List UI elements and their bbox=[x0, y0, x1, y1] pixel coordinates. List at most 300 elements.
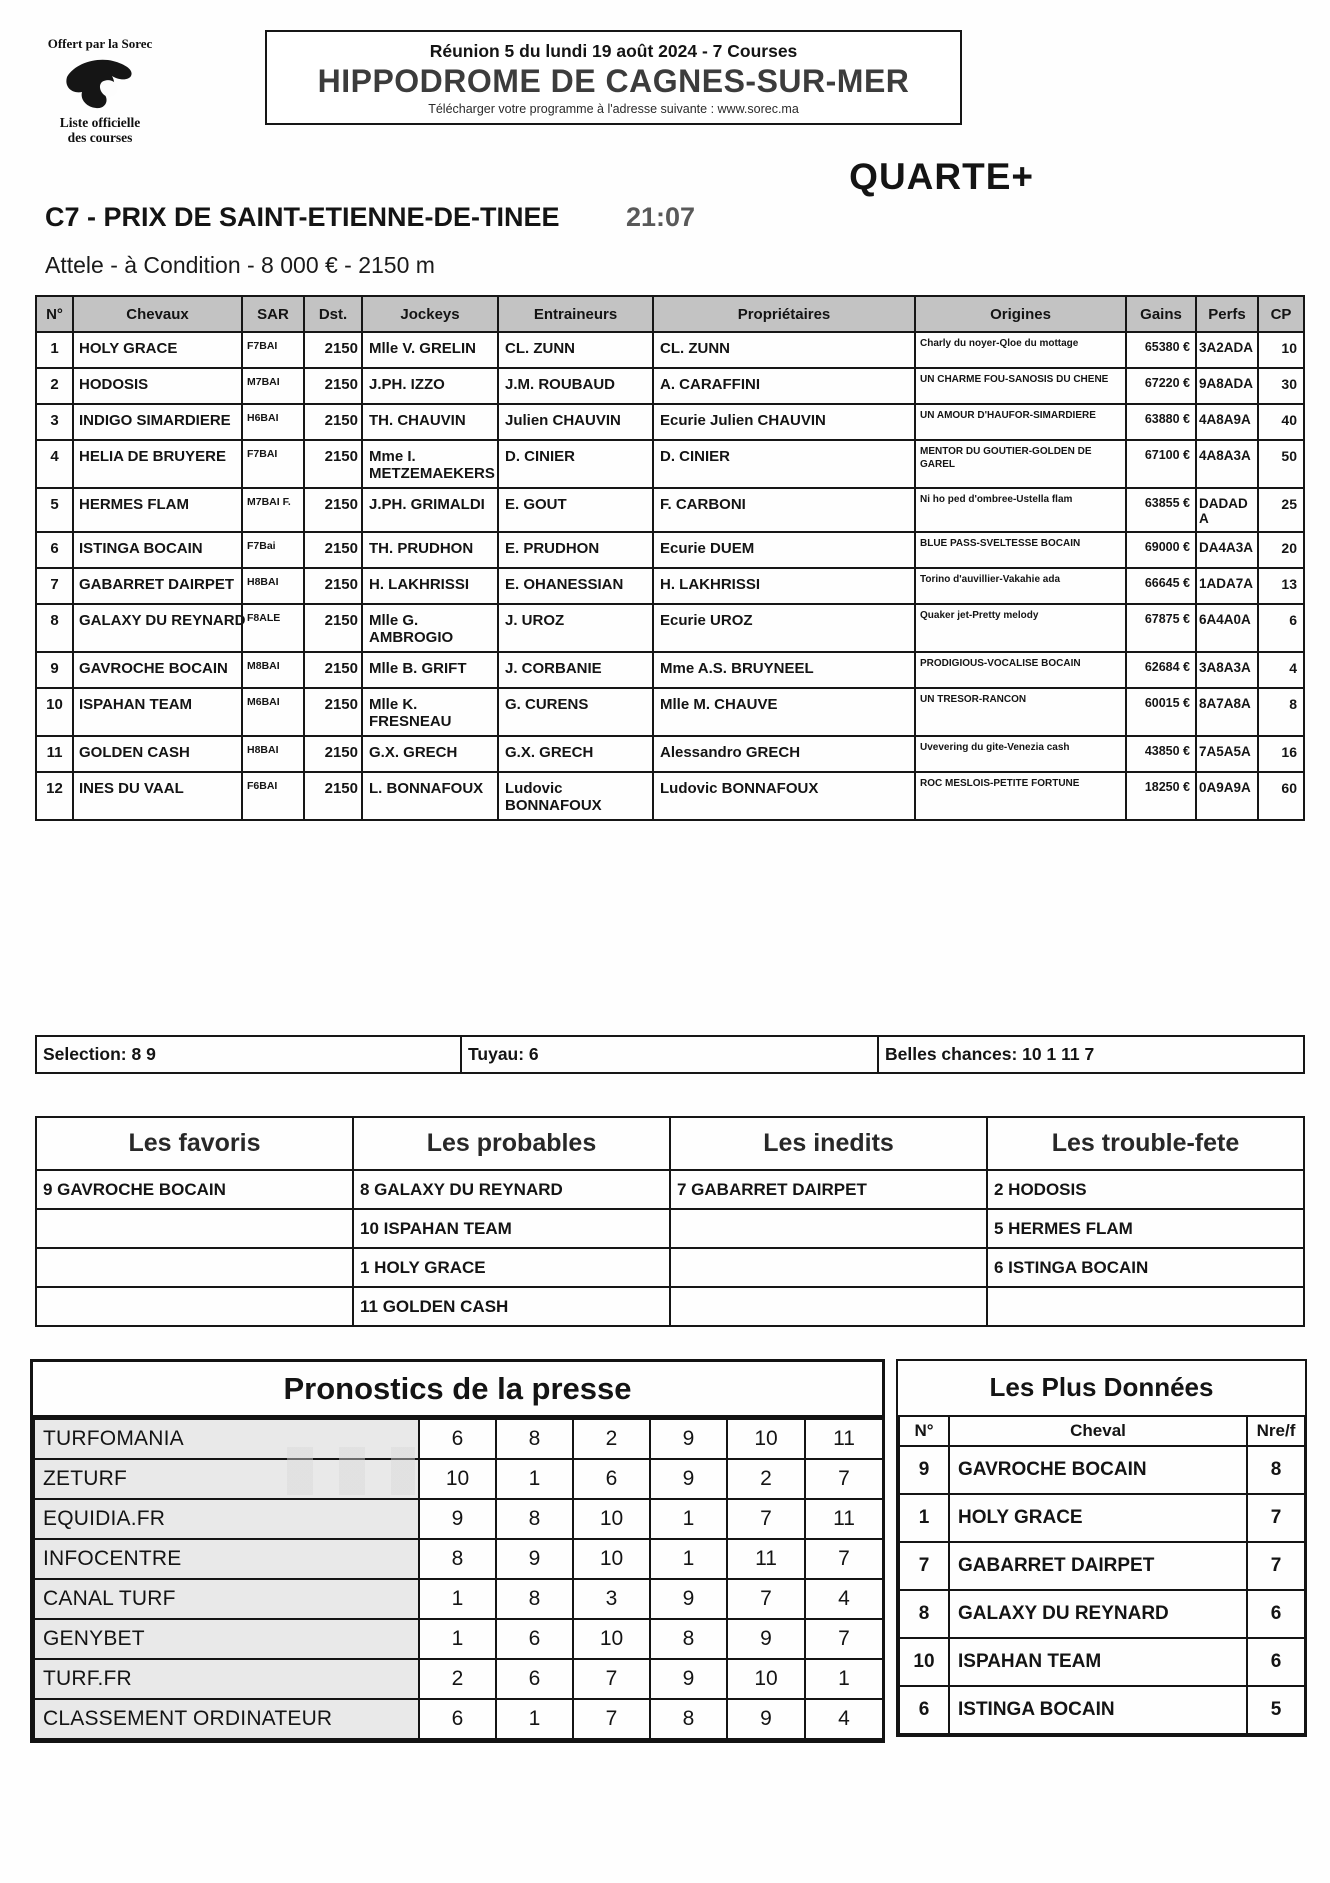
given-horse-number: 9 bbox=[899, 1446, 949, 1494]
runner-horse-name: ISTINGA BOCAIN bbox=[73, 532, 242, 568]
picks-table bbox=[35, 1116, 1305, 1327]
runner-jockey: Mlle G. AMBROGIO bbox=[362, 604, 498, 652]
hippodrome-title: HIPPODROME DE CAGNES-SUR-MER bbox=[317, 63, 910, 99]
runner-row bbox=[36, 332, 1304, 368]
press-pick-5: 7 bbox=[727, 1499, 805, 1539]
runner-distance: 2150 bbox=[304, 688, 362, 736]
page-header bbox=[0, 0, 1330, 166]
runner-row bbox=[36, 772, 1304, 820]
logo-caption-top: Offert par la Sorec bbox=[47, 36, 153, 51]
runner-origins: PRODIGIOUS-VOCALISE BOCAIN bbox=[915, 652, 1126, 688]
meeting-banner bbox=[265, 30, 962, 125]
given-count: 8 bbox=[1247, 1446, 1305, 1494]
runner-number: 9 bbox=[36, 652, 73, 688]
runner-cp: 60 bbox=[1258, 772, 1304, 820]
press-pick-4: 1 bbox=[650, 1499, 727, 1539]
runner-row bbox=[36, 488, 1304, 532]
press-pick-3: 10 bbox=[573, 1539, 650, 1579]
runner-owner: D. CINIER bbox=[653, 440, 915, 488]
picks-probables-cell: 10 ISPAHAN TEAM bbox=[353, 1209, 670, 1248]
download-note: Télécharger votre programme à l'adresse suivante : www.sorec.ma bbox=[428, 102, 799, 116]
runner-distance: 2150 bbox=[304, 488, 362, 532]
runner-trainer: G. CURENS bbox=[498, 688, 653, 736]
runner-origins: Quaker jet-Pretty melody bbox=[915, 604, 1126, 652]
runner-sar: M7BAI F. bbox=[242, 488, 304, 532]
runner-trainer: E. OHANESSIAN bbox=[498, 568, 653, 604]
runner-trainer: E. GOUT bbox=[498, 488, 653, 532]
logo-caption-line3: des courses bbox=[67, 130, 133, 146]
runner-sar: F6BAI bbox=[242, 772, 304, 820]
belles-chances-cell: Belles chances: 10 1 11 7 bbox=[878, 1036, 1304, 1073]
runner-distance: 2150 bbox=[304, 440, 362, 488]
col-header-num: N° bbox=[36, 296, 73, 332]
most-given-table bbox=[898, 1415, 1306, 1735]
given-count: 7 bbox=[1247, 1542, 1305, 1590]
runner-trainer: J.M. ROUBAUD bbox=[498, 368, 653, 404]
runner-number: 3 bbox=[36, 404, 73, 440]
given-count: 7 bbox=[1247, 1494, 1305, 1542]
given-header-count: Nre/f bbox=[1247, 1416, 1305, 1446]
press-pick-2: 8 bbox=[496, 1499, 573, 1539]
press-source: CLASSEMENT ORDINATEUR bbox=[34, 1699, 419, 1739]
picks-inedits-cell bbox=[670, 1248, 987, 1287]
runner-number: 12 bbox=[36, 772, 73, 820]
picks-header-favoris: Les favoris bbox=[36, 1117, 353, 1170]
press-pick-5: 9 bbox=[727, 1619, 805, 1659]
race-time: 21:07 bbox=[626, 202, 696, 232]
most-given-title: Les Plus Données bbox=[989, 1372, 1214, 1402]
given-count: 6 bbox=[1247, 1590, 1305, 1638]
col-header-chevaux: Chevaux bbox=[73, 296, 242, 332]
runner-cp: 10 bbox=[1258, 332, 1304, 368]
most-given-row bbox=[899, 1590, 1305, 1638]
given-horse-name: HOLY GRACE bbox=[949, 1494, 1247, 1542]
runner-gains: 67875 € bbox=[1126, 604, 1196, 652]
most-given-row bbox=[899, 1542, 1305, 1590]
runner-perfs: 6A4A0A bbox=[1196, 604, 1258, 652]
press-pick-3: 10 bbox=[573, 1499, 650, 1539]
runner-horse-name: GALAXY DU REYNARD bbox=[73, 604, 242, 652]
picks-body bbox=[36, 1170, 1304, 1326]
press-row bbox=[34, 1659, 883, 1699]
runner-perfs: DADADA bbox=[1196, 488, 1258, 532]
runner-perfs: 3A2ADA bbox=[1196, 332, 1258, 368]
press-row bbox=[34, 1459, 883, 1499]
runner-owner: Ecurie Julien CHAUVIN bbox=[653, 404, 915, 440]
runner-horse-name: GABARRET DAIRPET bbox=[73, 568, 242, 604]
given-horse-name: GAVROCHE BOCAIN bbox=[949, 1446, 1247, 1494]
press-pick-1: 1 bbox=[419, 1619, 496, 1659]
runner-perfs: 1ADA7A bbox=[1196, 568, 1258, 604]
runner-horse-name: HELIA DE BRUYERE bbox=[73, 440, 242, 488]
runner-horse-name: GAVROCHE BOCAIN bbox=[73, 652, 242, 688]
runner-gains: 60015 € bbox=[1126, 688, 1196, 736]
runner-sar: H8BAI bbox=[242, 736, 304, 772]
runner-trainer: Ludovic BONNAFOUX bbox=[498, 772, 653, 820]
runner-owner: Mme A.S. BRUYNEEL bbox=[653, 652, 915, 688]
press-pick-4: 9 bbox=[650, 1659, 727, 1699]
press-pick-2: 9 bbox=[496, 1539, 573, 1579]
runner-sar: H6BAI bbox=[242, 404, 304, 440]
runner-gains: 66645 € bbox=[1126, 568, 1196, 604]
meeting-info: Réunion 5 du lundi 19 août 2024 - 7 Courses bbox=[429, 41, 798, 61]
runner-origins: Ni ho ped d'ombree-Ustella flam bbox=[915, 488, 1126, 532]
press-source: ZETURF bbox=[34, 1459, 419, 1499]
runner-horse-name: INES DU VAAL bbox=[73, 772, 242, 820]
col-header-proprietaires: Propriétaires bbox=[653, 296, 915, 332]
runner-number: 5 bbox=[36, 488, 73, 532]
runner-jockey: Mme I. METZEMAEKERS bbox=[362, 440, 498, 488]
runner-origins: Uvevering du gite-Venezia cash bbox=[915, 736, 1126, 772]
press-pick-6: 11 bbox=[805, 1419, 883, 1459]
runner-sar: H8BAI bbox=[242, 568, 304, 604]
runner-number: 7 bbox=[36, 568, 73, 604]
press-pick-4: 1 bbox=[650, 1539, 727, 1579]
runner-cp: 13 bbox=[1258, 568, 1304, 604]
press-row bbox=[34, 1579, 883, 1619]
race-title: C7 - PRIX DE SAINT-ETIENNE-DE-TINEE bbox=[45, 202, 560, 232]
runner-jockey: G.X. GRECH bbox=[362, 736, 498, 772]
runner-row bbox=[36, 688, 1304, 736]
press-pick-5: 9 bbox=[727, 1699, 805, 1739]
picks-probables-cell: 11 GOLDEN CASH bbox=[353, 1287, 670, 1326]
runners-table bbox=[35, 295, 1305, 821]
given-horse-name: ISTINGA BOCAIN bbox=[949, 1686, 1247, 1734]
race-conditions: Attele - à Condition - 8 000 € - 2150 m bbox=[45, 252, 435, 278]
most-given-row bbox=[899, 1446, 1305, 1494]
press-pick-3: 3 bbox=[573, 1579, 650, 1619]
runner-origins: ROC MESLOIS-PETITE FORTUNE bbox=[915, 772, 1126, 820]
press-source: CANAL TURF bbox=[34, 1579, 419, 1619]
picks-header-row bbox=[36, 1117, 1304, 1170]
runner-cp: 50 bbox=[1258, 440, 1304, 488]
press-pick-3: 7 bbox=[573, 1659, 650, 1699]
most-given-header-row bbox=[899, 1416, 1305, 1446]
press-pick-2: 1 bbox=[496, 1459, 573, 1499]
given-horse-number: 10 bbox=[899, 1638, 949, 1686]
runner-jockey: TH. PRUDHON bbox=[362, 532, 498, 568]
runner-sar: F8ALE bbox=[242, 604, 304, 652]
press-source: TURFOMANIA bbox=[34, 1419, 419, 1459]
runner-row bbox=[36, 568, 1304, 604]
press-pick-3: 7 bbox=[573, 1699, 650, 1739]
runner-distance: 2150 bbox=[304, 532, 362, 568]
press-pick-4: 9 bbox=[650, 1419, 727, 1459]
tuyau-cell: Tuyau: 6 bbox=[461, 1036, 878, 1073]
col-header-cp: CP bbox=[1258, 296, 1304, 332]
runner-gains: 65380 € bbox=[1126, 332, 1196, 368]
runner-cp: 8 bbox=[1258, 688, 1304, 736]
runner-row bbox=[36, 736, 1304, 772]
runner-number: 1 bbox=[36, 332, 73, 368]
press-pick-1: 2 bbox=[419, 1659, 496, 1699]
runner-owner: CL. ZUNN bbox=[653, 332, 915, 368]
runner-number: 11 bbox=[36, 736, 73, 772]
runner-origins: UN AMOUR D'HAUFOR-SIMARDIERE bbox=[915, 404, 1126, 440]
press-source: TURF.FR bbox=[34, 1659, 419, 1699]
runner-owner: F. CARBONI bbox=[653, 488, 915, 532]
col-header-entraineurs: Entraineurs bbox=[498, 296, 653, 332]
runner-jockey: H. LAKHRISSI bbox=[362, 568, 498, 604]
bet-type-label: QUARTE+ bbox=[849, 156, 1034, 197]
runner-trainer: D. CINIER bbox=[498, 440, 653, 488]
runner-horse-name: HODOSIS bbox=[73, 368, 242, 404]
runner-horse-name: HOLY GRACE bbox=[73, 332, 242, 368]
press-pick-1: 8 bbox=[419, 1539, 496, 1579]
press-pick-1: 1 bbox=[419, 1579, 496, 1619]
runner-gains: 63855 € bbox=[1126, 488, 1196, 532]
press-pick-4: 9 bbox=[650, 1459, 727, 1499]
press-pick-5: 11 bbox=[727, 1539, 805, 1579]
col-header-gains: Gains bbox=[1126, 296, 1196, 332]
runner-jockey: J.PH. GRIMALDI bbox=[362, 488, 498, 532]
runner-distance: 2150 bbox=[304, 604, 362, 652]
runner-perfs: 9A8ADA bbox=[1196, 368, 1258, 404]
runner-trainer: G.X. GRECH bbox=[498, 736, 653, 772]
picks-trouble-fete-cell bbox=[987, 1287, 1304, 1326]
picks-header-probables: Les probables bbox=[353, 1117, 670, 1170]
selection-bar bbox=[35, 1035, 1305, 1074]
runner-perfs: 0A9A9A bbox=[1196, 772, 1258, 820]
runner-horse-name: HERMES FLAM bbox=[73, 488, 242, 532]
runner-row bbox=[36, 440, 1304, 488]
press-pronostics-panel bbox=[30, 1359, 885, 1743]
runner-owner: H. LAKHRISSI bbox=[653, 568, 915, 604]
runner-origins: Torino d'auvillier-Vakahie ada bbox=[915, 568, 1126, 604]
given-horse-number: 8 bbox=[899, 1590, 949, 1638]
press-pick-5: 7 bbox=[727, 1579, 805, 1619]
runner-distance: 2150 bbox=[304, 652, 362, 688]
runner-trainer: CL. ZUNN bbox=[498, 332, 653, 368]
press-pick-5: 10 bbox=[727, 1659, 805, 1699]
press-pick-6: 1 bbox=[805, 1659, 883, 1699]
runner-origins: UN CHARME FOU-SANOSIS DU CHENE bbox=[915, 368, 1126, 404]
runner-origins: MENTOR DU GOUTIER-GOLDEN DE GAREL bbox=[915, 440, 1126, 488]
given-horse-name: ISPAHAN TEAM bbox=[949, 1638, 1247, 1686]
given-horse-name: GABARRET DAIRPET bbox=[949, 1542, 1247, 1590]
runner-distance: 2150 bbox=[304, 404, 362, 440]
runner-sar: F7Bai bbox=[242, 532, 304, 568]
runner-horse-name: INDIGO SIMARDIERE bbox=[73, 404, 242, 440]
given-header-num: N° bbox=[899, 1416, 949, 1446]
runner-perfs: 8A7A8A bbox=[1196, 688, 1258, 736]
picks-row bbox=[36, 1287, 1304, 1326]
runner-number: 6 bbox=[36, 532, 73, 568]
col-header-perfs: Perfs bbox=[1196, 296, 1258, 332]
runner-distance: 2150 bbox=[304, 332, 362, 368]
runner-cp: 20 bbox=[1258, 532, 1304, 568]
col-header-sar: SAR bbox=[242, 296, 304, 332]
press-row bbox=[34, 1419, 883, 1459]
press-row bbox=[34, 1619, 883, 1659]
runner-gains: 62684 € bbox=[1126, 652, 1196, 688]
press-pick-3: 6 bbox=[573, 1459, 650, 1499]
runner-distance: 2150 bbox=[304, 736, 362, 772]
runner-number: 8 bbox=[36, 604, 73, 652]
runner-sar: M7BAI bbox=[242, 368, 304, 404]
press-row bbox=[34, 1539, 883, 1579]
most-given-body bbox=[899, 1446, 1305, 1734]
runner-distance: 2150 bbox=[304, 368, 362, 404]
selection-bar-row bbox=[36, 1036, 1304, 1073]
runner-number: 10 bbox=[36, 688, 73, 736]
press-pick-6: 7 bbox=[805, 1619, 883, 1659]
press-pick-4: 9 bbox=[650, 1579, 727, 1619]
runner-jockey: Mlle B. GRIFT bbox=[362, 652, 498, 688]
runner-trainer: Julien CHAUVIN bbox=[498, 404, 653, 440]
runner-cp: 16 bbox=[1258, 736, 1304, 772]
given-horse-number: 7 bbox=[899, 1542, 949, 1590]
runner-origins: Charly du noyer-Qloe du mottage bbox=[915, 332, 1126, 368]
press-pick-5: 2 bbox=[727, 1459, 805, 1499]
most-given-row bbox=[899, 1686, 1305, 1734]
picks-favoris-cell bbox=[36, 1287, 353, 1326]
press-pick-6: 4 bbox=[805, 1699, 883, 1739]
runners-header-row bbox=[36, 296, 1304, 332]
most-given-row bbox=[899, 1638, 1305, 1686]
bottom-section bbox=[30, 1359, 1330, 1743]
runner-cp: 4 bbox=[1258, 652, 1304, 688]
runner-cp: 40 bbox=[1258, 404, 1304, 440]
press-pick-6: 11 bbox=[805, 1499, 883, 1539]
press-pick-3: 2 bbox=[573, 1419, 650, 1459]
given-count: 5 bbox=[1247, 1686, 1305, 1734]
press-pick-3: 10 bbox=[573, 1619, 650, 1659]
press-pick-5: 10 bbox=[727, 1419, 805, 1459]
runner-origins: UN TRESOR-RANCON bbox=[915, 688, 1126, 736]
runner-jockey: J.PH. IZZO bbox=[362, 368, 498, 404]
picks-trouble-fete-cell: 5 HERMES FLAM bbox=[987, 1209, 1304, 1248]
runners-body bbox=[36, 332, 1304, 820]
runner-row bbox=[36, 404, 1304, 440]
press-pick-1: 6 bbox=[419, 1419, 496, 1459]
runner-owner: A. CARAFFINI bbox=[653, 368, 915, 404]
runner-gains: 18250 € bbox=[1126, 772, 1196, 820]
runner-horse-name: GOLDEN CASH bbox=[73, 736, 242, 772]
runner-number: 2 bbox=[36, 368, 73, 404]
runner-jockey: TH. CHAUVIN bbox=[362, 404, 498, 440]
col-header-origines: Origines bbox=[915, 296, 1126, 332]
runner-owner: Ludovic BONNAFOUX bbox=[653, 772, 915, 820]
press-pick-6: 7 bbox=[805, 1539, 883, 1579]
given-horse-number: 6 bbox=[899, 1686, 949, 1734]
picks-probables-cell: 1 HOLY GRACE bbox=[353, 1248, 670, 1287]
col-header-dst: Dst. bbox=[304, 296, 362, 332]
given-count: 6 bbox=[1247, 1638, 1305, 1686]
picks-favoris-cell bbox=[36, 1248, 353, 1287]
picks-inedits-cell bbox=[670, 1287, 987, 1326]
horse-logo-icon bbox=[44, 55, 156, 113]
picks-inedits-cell bbox=[670, 1209, 987, 1248]
runner-perfs: 4A8A9A bbox=[1196, 404, 1258, 440]
picks-favoris-cell bbox=[36, 1209, 353, 1248]
given-horse-number: 1 bbox=[899, 1494, 949, 1542]
press-row bbox=[34, 1499, 883, 1539]
picks-favoris-cell: 9 GAVROCHE BOCAIN bbox=[36, 1170, 353, 1209]
picks-row bbox=[36, 1248, 1304, 1287]
runner-gains: 69000 € bbox=[1126, 532, 1196, 568]
press-source: INFOCENTRE bbox=[34, 1539, 419, 1579]
press-pronostics-title: Pronostics de la presse bbox=[33, 1362, 882, 1418]
runner-gains: 67220 € bbox=[1126, 368, 1196, 404]
runner-owner: Ecurie DUEM bbox=[653, 532, 915, 568]
runner-owner: Mlle M. CHAUVE bbox=[653, 688, 915, 736]
runner-gains: 67100 € bbox=[1126, 440, 1196, 488]
press-source: EQUIDIA.FR bbox=[34, 1499, 419, 1539]
runner-row bbox=[36, 532, 1304, 568]
race-title-row bbox=[45, 202, 1330, 244]
runner-trainer: J. UROZ bbox=[498, 604, 653, 652]
runner-trainer: J. CORBANIE bbox=[498, 652, 653, 688]
press-pick-6: 4 bbox=[805, 1579, 883, 1619]
picks-trouble-fete-cell: 6 ISTINGA BOCAIN bbox=[987, 1248, 1304, 1287]
press-pick-2: 1 bbox=[496, 1699, 573, 1739]
runner-sar: M8BAI bbox=[242, 652, 304, 688]
picks-inedits-cell: 7 GABARRET DAIRPET bbox=[670, 1170, 987, 1209]
given-header-cheval: Cheval bbox=[949, 1416, 1247, 1446]
press-pick-1: 9 bbox=[419, 1499, 496, 1539]
runner-origins: BLUE PASS-SVELTESSE BOCAIN bbox=[915, 532, 1126, 568]
runner-cp: 6 bbox=[1258, 604, 1304, 652]
runner-row bbox=[36, 652, 1304, 688]
press-pick-6: 7 bbox=[805, 1459, 883, 1499]
most-given-row bbox=[899, 1494, 1305, 1542]
press-pick-2: 6 bbox=[496, 1659, 573, 1699]
runner-cp: 25 bbox=[1258, 488, 1304, 532]
runner-row bbox=[36, 368, 1304, 404]
runner-sar: F7BAI bbox=[242, 332, 304, 368]
given-horse-name: GALAXY DU REYNARD bbox=[949, 1590, 1247, 1638]
press-pick-2: 8 bbox=[496, 1419, 573, 1459]
picks-header-trouble-fete: Les trouble-fete bbox=[987, 1117, 1304, 1170]
runner-sar: F7BAI bbox=[242, 440, 304, 488]
runner-owner: Alessandro GRECH bbox=[653, 736, 915, 772]
logo-caption-line2: Liste officielle bbox=[59, 115, 141, 130]
runner-jockey: Mlle K. FRESNEAU bbox=[362, 688, 498, 736]
press-row bbox=[34, 1699, 883, 1739]
runner-distance: 2150 bbox=[304, 568, 362, 604]
sorec-logo bbox=[44, 36, 156, 145]
press-pick-4: 8 bbox=[650, 1619, 727, 1659]
picks-header-inedits: Les inedits bbox=[670, 1117, 987, 1170]
runner-number: 4 bbox=[36, 440, 73, 488]
runner-trainer: E. PRUDHON bbox=[498, 532, 653, 568]
most-given-panel bbox=[896, 1359, 1307, 1737]
press-body bbox=[34, 1419, 883, 1739]
picks-row bbox=[36, 1209, 1304, 1248]
picks-probables-cell: 8 GALAXY DU REYNARD bbox=[353, 1170, 670, 1209]
runner-horse-name: ISPAHAN TEAM bbox=[73, 688, 242, 736]
runner-gains: 63880 € bbox=[1126, 404, 1196, 440]
runner-jockey: Mlle V. GRELIN bbox=[362, 332, 498, 368]
runner-perfs: 3A8A3A bbox=[1196, 652, 1258, 688]
runner-cp: 30 bbox=[1258, 368, 1304, 404]
press-pick-4: 8 bbox=[650, 1699, 727, 1739]
picks-trouble-fete-cell: 2 HODOSIS bbox=[987, 1170, 1304, 1209]
runner-perfs: DA4A3A bbox=[1196, 532, 1258, 568]
press-pick-2: 6 bbox=[496, 1619, 573, 1659]
runner-row bbox=[36, 604, 1304, 652]
col-header-jockeys: Jockeys bbox=[362, 296, 498, 332]
press-source: GENYBET bbox=[34, 1619, 419, 1659]
selection-cell: Selection: 8 9 bbox=[36, 1036, 461, 1073]
runner-jockey: L. BONNAFOUX bbox=[362, 772, 498, 820]
press-pick-1: 6 bbox=[419, 1699, 496, 1739]
press-pick-2: 8 bbox=[496, 1579, 573, 1619]
runner-owner: Ecurie UROZ bbox=[653, 604, 915, 652]
runner-distance: 2150 bbox=[304, 772, 362, 820]
picks-row bbox=[36, 1170, 1304, 1209]
